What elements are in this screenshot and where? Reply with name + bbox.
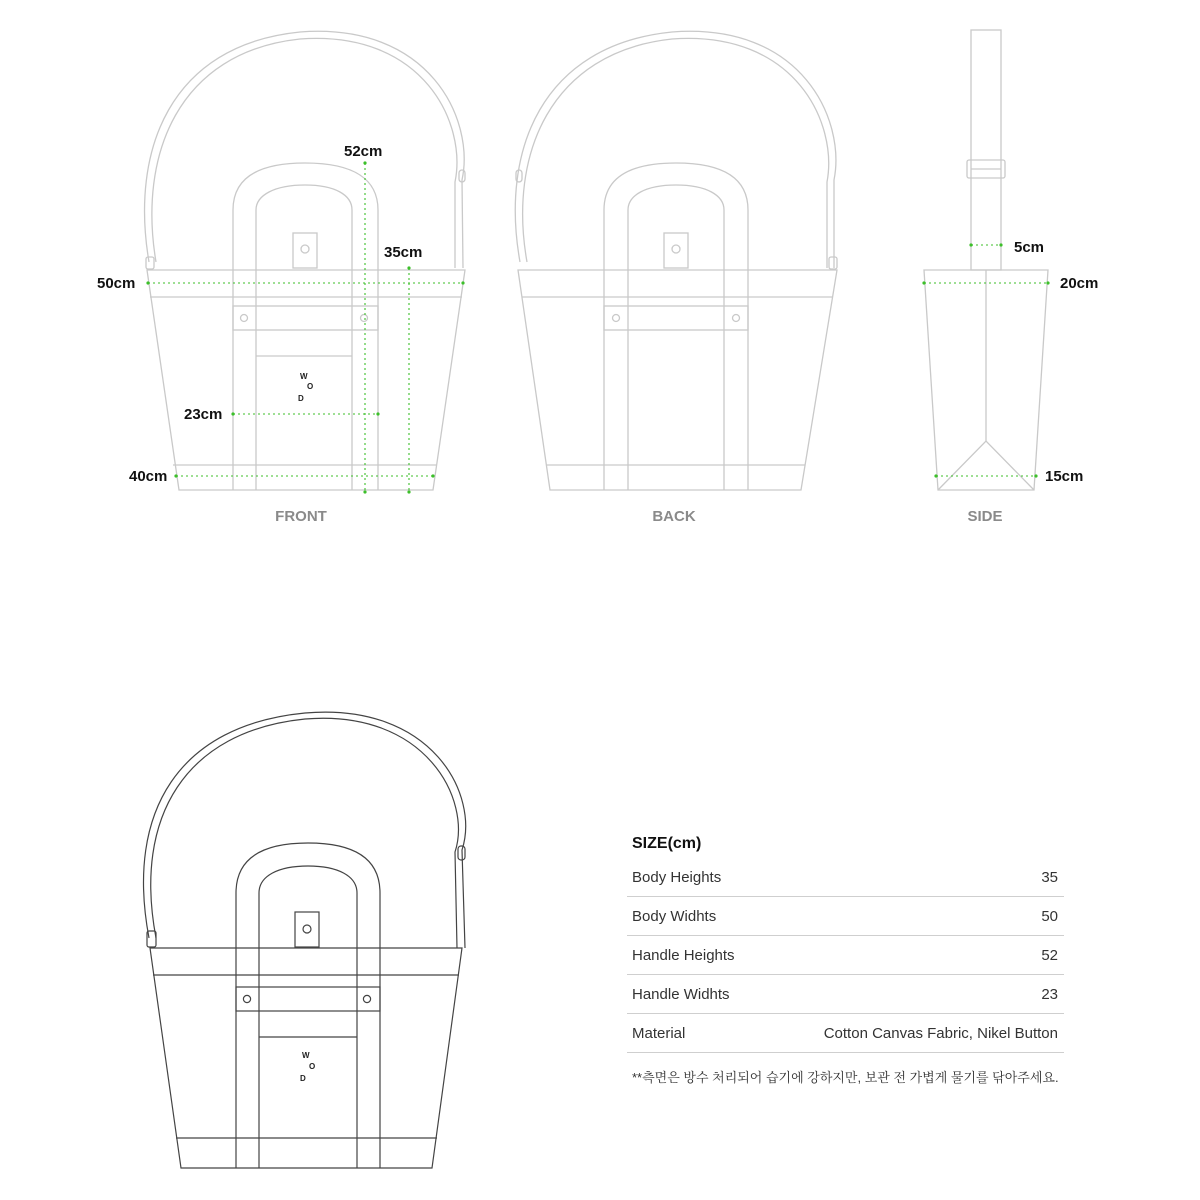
bag-illustration <box>143 712 465 1168</box>
table-row <box>627 1014 1064 1053</box>
illustration-logo-w: W <box>302 1051 310 1060</box>
dim-side-top: 20cm <box>1060 275 1099 292</box>
row-label: Handle Heights <box>632 946 735 964</box>
size-table <box>627 830 1064 1086</box>
label-side: SIDE <box>967 508 1003 525</box>
label-back: BACK <box>652 508 696 525</box>
row-value: 35 <box>1041 868 1058 886</box>
front-view <box>97 31 465 525</box>
dim-body-width: 50cm <box>97 275 136 292</box>
illustration-logo-d: D <box>300 1074 306 1083</box>
dim-bottom-width: 40cm <box>129 468 168 485</box>
logo-letter-w: W <box>300 372 308 381</box>
table-row <box>627 936 1064 975</box>
logo-letter-o: O <box>307 382 314 391</box>
row-label: Body Widhts <box>632 907 717 925</box>
row-label: Body Heights <box>632 868 722 886</box>
illustration-logo-o: O <box>309 1062 316 1071</box>
dim-handle-width: 23cm <box>184 406 223 423</box>
table-row <box>627 975 1064 1014</box>
dim-side-strap: 5cm <box>1014 239 1045 256</box>
row-value: 52 <box>1041 946 1058 964</box>
row-label: Handle Widhts <box>632 985 730 1003</box>
row-value: 50 <box>1041 907 1058 925</box>
label-front: FRONT <box>275 508 327 525</box>
dim-handle-height: 52cm <box>344 143 383 160</box>
logo-letter-d: D <box>298 394 304 403</box>
row-value: 23 <box>1041 985 1058 1003</box>
back-view <box>515 31 837 525</box>
size-table-title: SIZE(cm) <box>632 835 702 852</box>
care-note: **측면은 방수 처리되어 습기에 강하지만, 보관 전 가볍게 물기를 닦아주세요. <box>632 1070 1059 1085</box>
table-row <box>627 858 1064 897</box>
dim-side-bottom: 15cm <box>1045 468 1084 485</box>
dim-body-height: 35cm <box>384 244 423 261</box>
row-label: Material <box>632 1024 686 1042</box>
table-row <box>627 897 1064 936</box>
side-view <box>922 30 1098 525</box>
row-value: Cotton Canvas Fabric, Nikel Button <box>823 1024 1058 1042</box>
